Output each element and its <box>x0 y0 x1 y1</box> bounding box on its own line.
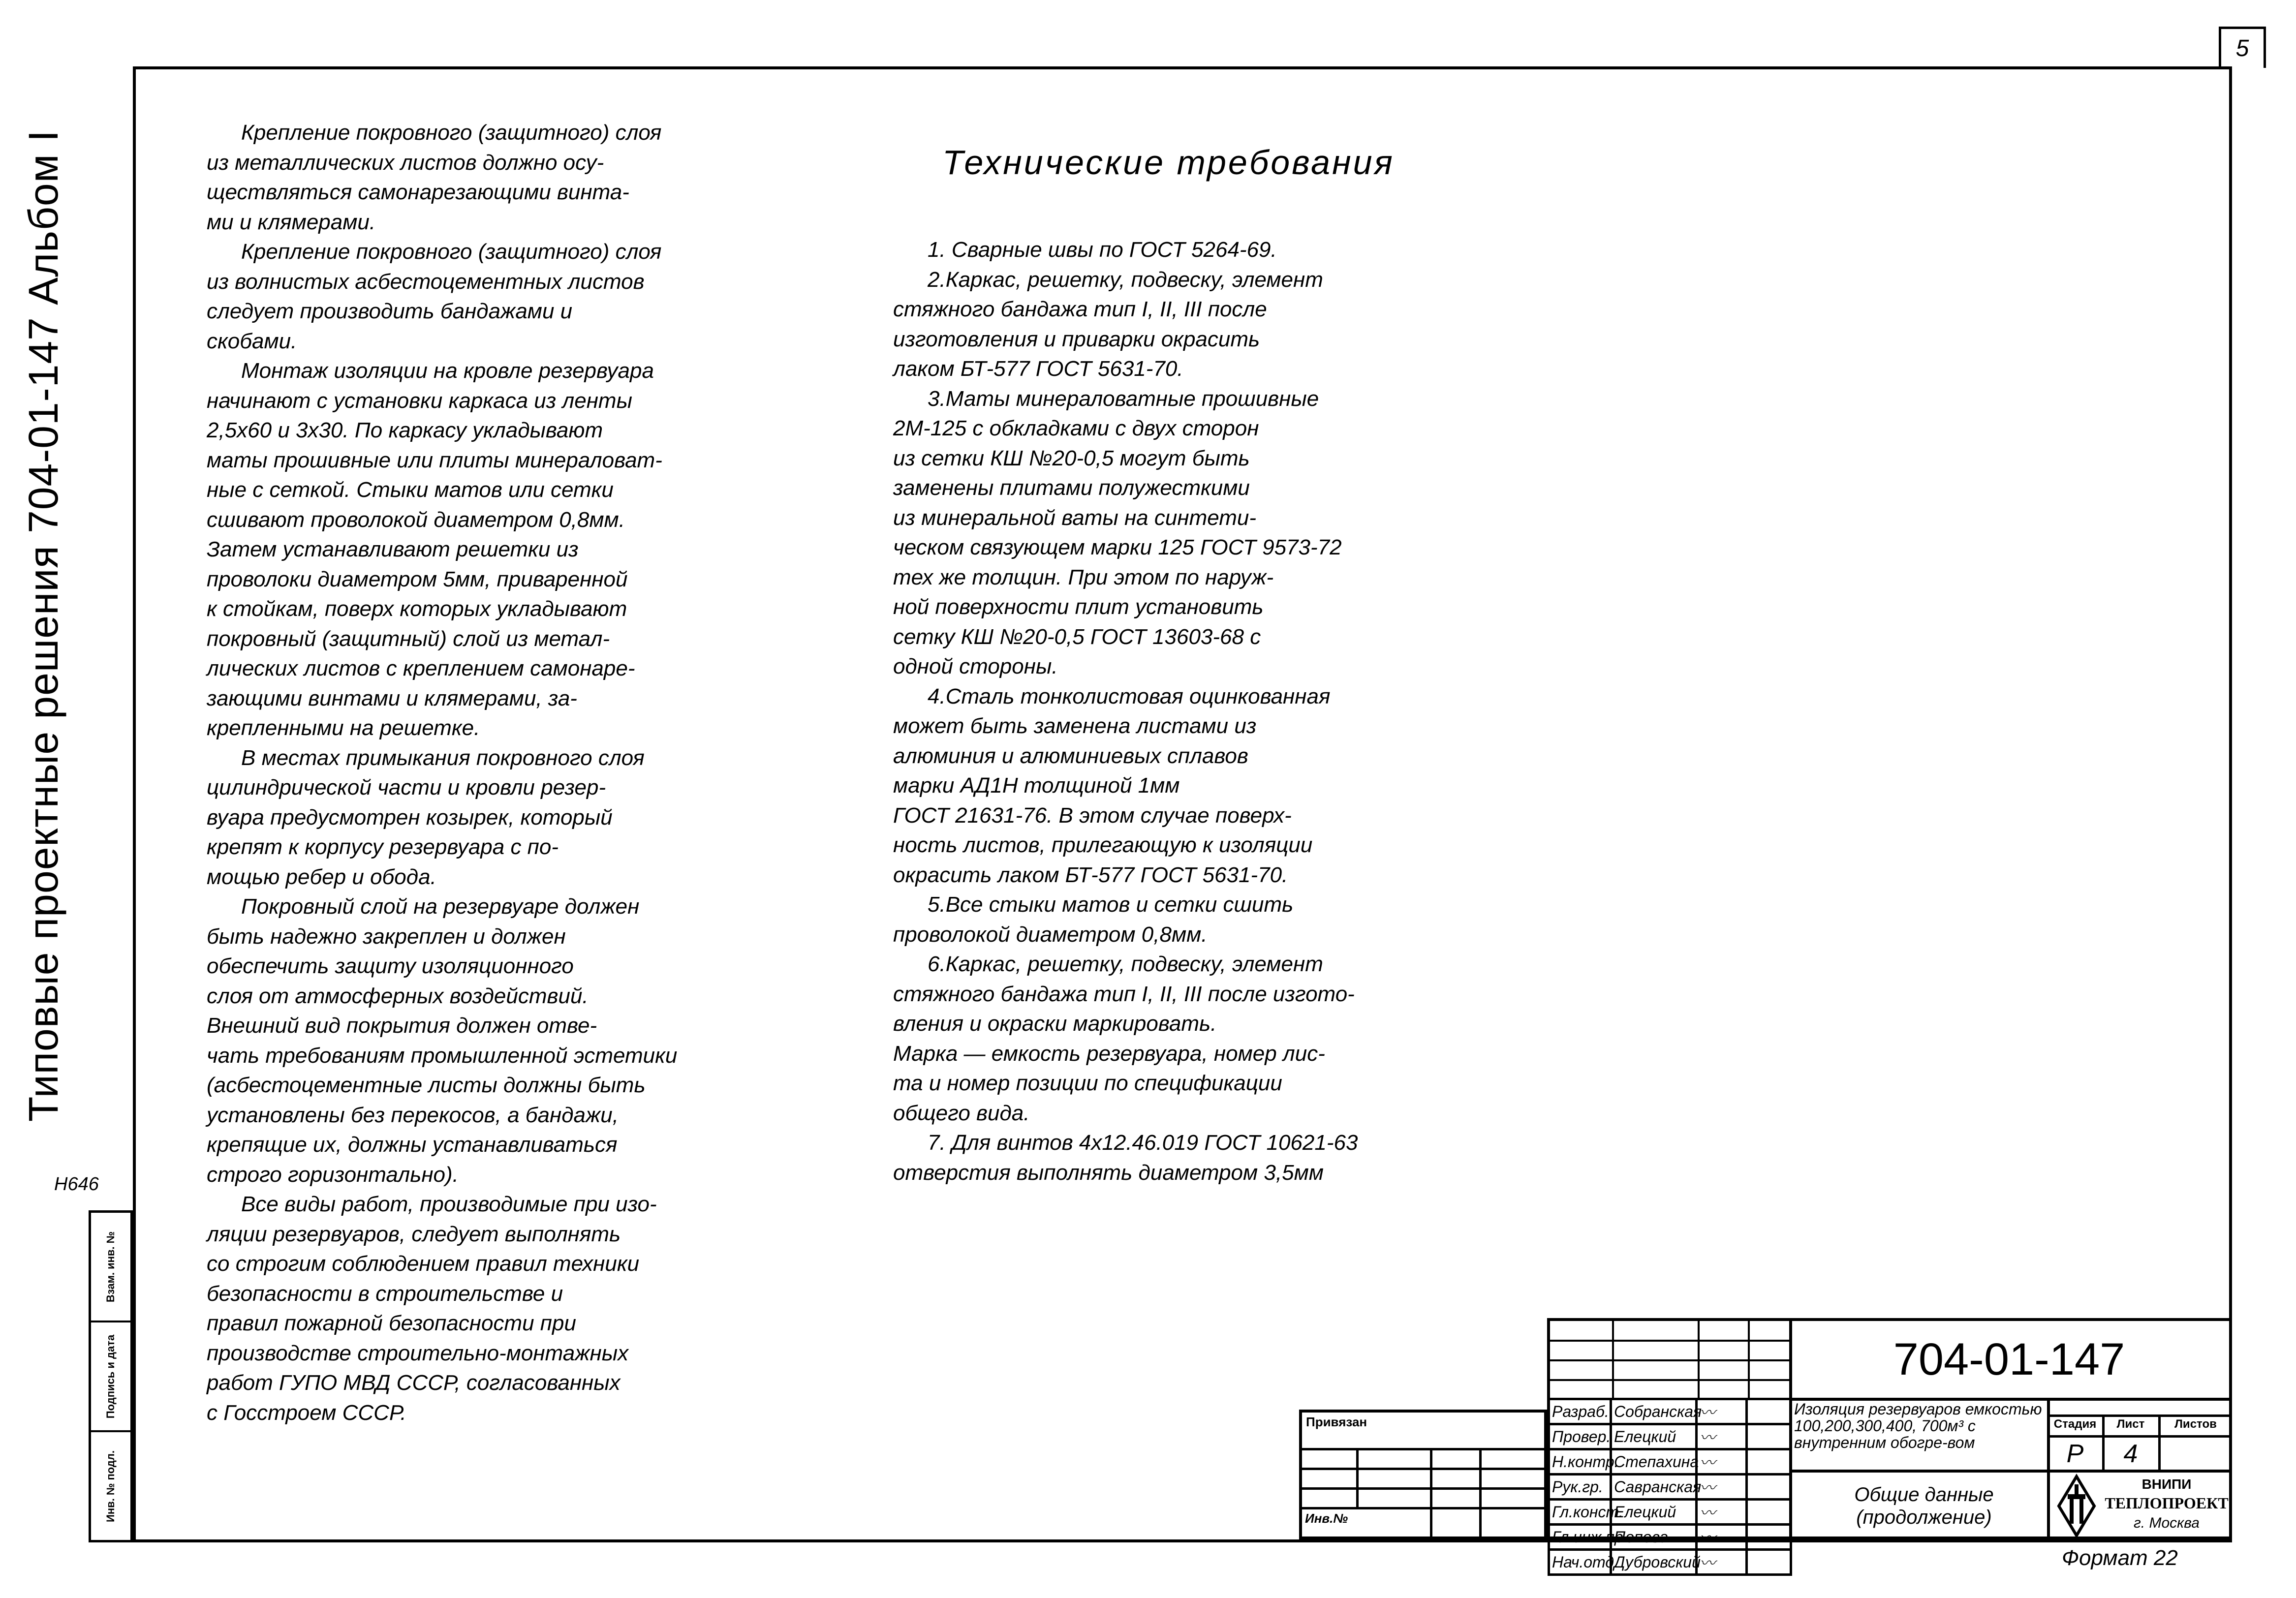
text-line: зающими винтами и клямерами, за- <box>207 686 577 710</box>
text-line: стяжного бандажа тип I, II, III после <box>893 297 1267 321</box>
date <box>1747 1475 1791 1500</box>
heading: Технические требования <box>942 143 1395 182</box>
text-line: вуара предусмотрен козырек, который <box>207 805 613 830</box>
date <box>1747 1449 1791 1475</box>
date <box>1747 1500 1791 1525</box>
text-line: общего вида. <box>893 1101 1030 1125</box>
signature-row <box>1549 1449 1791 1475</box>
text-line: маты прошивные или плиты минераловат- <box>207 448 662 472</box>
text-line: вления и окраски маркировать. <box>893 1012 1217 1036</box>
signature-row <box>1549 1399 1791 1424</box>
signature: 〰 <box>1697 1475 1747 1500</box>
doc-code: 704-01-147 <box>1893 1334 2125 1384</box>
text-line: Монтаж изоляции на кровле резервуара <box>241 359 654 383</box>
signature-row <box>1549 1500 1791 1525</box>
text-line: с Госстроем СССР. <box>207 1400 406 1425</box>
role: Разраб. <box>1549 1399 1611 1424</box>
date <box>1747 1550 1791 1575</box>
text-line: отверстия выполнять диаметром 3,5мм <box>893 1160 1324 1185</box>
text-line: цилиндрической части и кровли резер- <box>207 775 606 799</box>
left-text-column <box>207 118 677 1428</box>
text-line: Внешний вид покрытия должен отве- <box>207 1014 597 1038</box>
text-line: правил пожарной безопасности при <box>207 1311 576 1335</box>
text-line: 2.Каркас, решетку, подвеску, элемент <box>928 267 1323 292</box>
role: Н.контр. <box>1549 1449 1611 1475</box>
text-line: Крепление покровного (защитного) слоя <box>241 121 662 145</box>
name: Попова <box>1611 1525 1697 1550</box>
text-line: алюминия и алюминиевых сплавов <box>893 743 1248 768</box>
text-line: Покровный слой на резервуаре должен <box>241 894 640 919</box>
signature: 〰 <box>1697 1500 1747 1525</box>
text-line: 2М-125 с обкладками с двух сторон <box>893 416 1259 440</box>
text-line: та и номер позиции по спецификации <box>893 1071 1282 1095</box>
text-line: В местах примыкания покровного слоя <box>241 745 645 770</box>
text-line: может быть заменена листами из <box>893 714 1257 738</box>
text-line: тех же толщин. При этом по наруж- <box>893 565 1274 589</box>
role: Гл.конст. <box>1549 1500 1611 1525</box>
text-line: из сетки КШ №20-0,5 могут быть <box>893 446 1250 470</box>
text-line: крепят к корпусу резервуара с по- <box>207 835 559 859</box>
text-line: Марка — емкость резервуара, номер лис- <box>893 1041 1325 1066</box>
title-block: 704-01-147 Разраб. Собранская 〰 Провер. Елецкий 〰 Н.контр. Степахина 〰 Рук.гр. Савранская 〰 Гл.конст. Елецкий 〰 Гл.инж.пр. Попова 〰 Нач.отд. Дубровский 〰 Изоляция резервуаров емкостью 100,200,300,400, 700м³ с внутренним обогре-вом Стадия Лист Листов Р 4 Общие данные (продолжение) ВНИПИ ТЕПЛОПРОЕКТ г. Москва <box>1547 1318 2232 1539</box>
text-line: к стойкам, поверх которых укладывают <box>207 597 627 621</box>
role: Нач.отд. <box>1549 1550 1611 1575</box>
page-number: 5 <box>2219 27 2266 68</box>
text-line: ческом связующем марки 125 ГОСТ 9573-72 <box>893 535 1342 559</box>
text-line: ляции резервуаров, следует выполнять <box>207 1222 621 1246</box>
text-line: сшивают проволокой диаметром 0,8мм. <box>207 507 625 532</box>
signature-row <box>1549 1550 1791 1575</box>
text-line: (асбестоцементные листы должны быть <box>207 1073 646 1097</box>
text-line: 5.Все стыки матов и сетки сшить <box>928 892 1294 917</box>
name: Собранская <box>1611 1399 1697 1424</box>
text-line: обеспечить защиту изоляционного <box>207 954 574 978</box>
name: Дубровский <box>1611 1550 1697 1575</box>
text-line: быть надежно закреплен и должен <box>207 924 566 949</box>
teploproekt-logo-icon <box>2057 1475 2096 1537</box>
stage-value: Р <box>2066 1440 2084 1468</box>
text-line: сетку КШ №20-0,5 ГОСТ 13603-68 с <box>893 624 1261 649</box>
text-line: окрасить лаком БТ-577 ГОСТ 5631-70. <box>893 862 1288 887</box>
signature: 〰 <box>1697 1550 1747 1575</box>
text-line: следует производить бандажами и <box>207 299 573 323</box>
left-strip <box>89 1210 133 1542</box>
side-code: Н646 <box>54 1174 99 1195</box>
right-text-column <box>893 235 1358 1188</box>
text-line: 3.Маты минераловатные прошивные <box>928 386 1319 411</box>
description: Изоляция резервуаров емкостью 100,200,300,400, 700м³ с внутренним обогре-вом <box>1794 1400 2042 1451</box>
text-line: стяжного бандажа тип I, II, III после изгото- <box>893 982 1355 1006</box>
role: Провер. <box>1549 1424 1611 1449</box>
text-line: заменены плитами полужесткими <box>893 476 1250 500</box>
signature: 〰 <box>1697 1399 1747 1424</box>
text-line: Затем устанавливают решетки из <box>207 537 579 561</box>
text-line: проволокой диаметром 0,8мм. <box>893 922 1208 947</box>
text-line: безопасности в строительстве и <box>207 1281 563 1306</box>
signature-row <box>1549 1475 1791 1500</box>
text-line: лических листов с креплением самонаре- <box>207 656 635 680</box>
name: Савранская <box>1611 1475 1697 1500</box>
text-line: ществляться самонарезающими винта- <box>207 180 629 204</box>
text-line: крепленными на решетке. <box>207 716 480 740</box>
name: Елецкий <box>1611 1424 1697 1449</box>
text-line: Все виды работ, производимые при изо- <box>241 1192 657 1216</box>
text-line: покровный (защитный) слой из метал- <box>207 626 610 651</box>
date <box>1747 1525 1791 1550</box>
text-line: 2,5х60 и 3х30. По каркасу укладывают <box>207 418 603 442</box>
text-line: слоя от атмосферных воздействий. <box>207 983 589 1008</box>
side-title: Типовые проектные решения 704-01-147 Альбом I <box>20 129 66 1122</box>
privyazan-block: Привязан Инв.№ <box>1299 1410 1547 1539</box>
text-line: 7. Для винтов 4х12.46.019 ГОСТ 10621-63 <box>928 1131 1358 1155</box>
text-line: из волнистых асбестоцементных листов <box>207 269 645 294</box>
sheet-title: Общие данные (продолжение) <box>1854 1484 1994 1528</box>
signature-row <box>1549 1525 1791 1550</box>
signature-table <box>1548 1398 1792 1576</box>
text-line: крепящие их, должны устанавливаться <box>207 1133 618 1157</box>
text-line: скобами. <box>207 329 297 353</box>
text-line: работ ГУПО МВД СССР, согласованных <box>207 1371 621 1395</box>
text-line: марки АД1Н толщиной 1мм <box>893 773 1180 798</box>
text-line: строго горизонтально). <box>207 1162 459 1187</box>
text-line: Крепление покровного (защитного) слоя <box>241 240 662 264</box>
signature: 〰 <box>1697 1424 1747 1449</box>
text-line: из металлических листов должно осу- <box>207 150 604 175</box>
role: Гл.инж.пр. <box>1549 1525 1611 1550</box>
format-label: Формат 22 <box>2062 1546 2178 1570</box>
name: Елецкий <box>1611 1500 1697 1525</box>
role: Рук.гр. <box>1549 1475 1611 1500</box>
signature-row <box>1549 1424 1791 1449</box>
signature: 〰 <box>1697 1525 1747 1550</box>
text-line: 4.Сталь тонколистовая оцинкованная <box>928 684 1331 708</box>
date <box>1747 1424 1791 1449</box>
text-line: 6.Каркас, решетку, подвеску, элемент <box>928 952 1323 976</box>
text-line: чать требованиям промышленной эстетики <box>207 1043 678 1068</box>
text-line: установлены без перекосов, а бандажи, <box>207 1103 619 1127</box>
strip-cell: Взам. инв. № <box>91 1213 130 1322</box>
text-line: из минеральной ваты на синтети- <box>893 505 1256 530</box>
strip-cell: Инв. № подл. <box>104 1450 117 1522</box>
text-line: изготовления и приварки окрасить <box>893 327 1260 351</box>
text-line: начинают с установки каркаса из ленты <box>207 388 632 413</box>
text-line: ность листов, прилегающую к изоляции <box>893 833 1313 857</box>
signature: 〰 <box>1697 1449 1747 1475</box>
date <box>1747 1399 1791 1424</box>
strip-cell: Подпись и дата <box>91 1322 130 1432</box>
text-line: ной поверхности плит установить <box>893 595 1264 619</box>
text-line: со строгим соблюдением правил техники <box>207 1252 640 1276</box>
text-line: 1. Сварные швы по ГОСТ 5264-69. <box>928 238 1277 262</box>
text-line: ные с сеткой. Стыки матов или сетки <box>207 478 614 502</box>
name: Степахина <box>1611 1449 1697 1475</box>
text-line: ГОСТ 21631-76. В этом случае поверх- <box>893 803 1292 828</box>
text-line: одной стороны. <box>893 654 1058 678</box>
sheet-value: 4 <box>2123 1440 2138 1468</box>
text-line: ми и клямерами. <box>207 210 376 234</box>
text-line: лаком БТ-577 ГОСТ 5631-70. <box>893 357 1183 381</box>
text-line: проволоки диаметром 5мм, приваренной <box>207 567 628 591</box>
text-line: производстве строительно-монтажных <box>207 1341 629 1365</box>
text-line: мощью ребер и обода. <box>207 864 436 889</box>
